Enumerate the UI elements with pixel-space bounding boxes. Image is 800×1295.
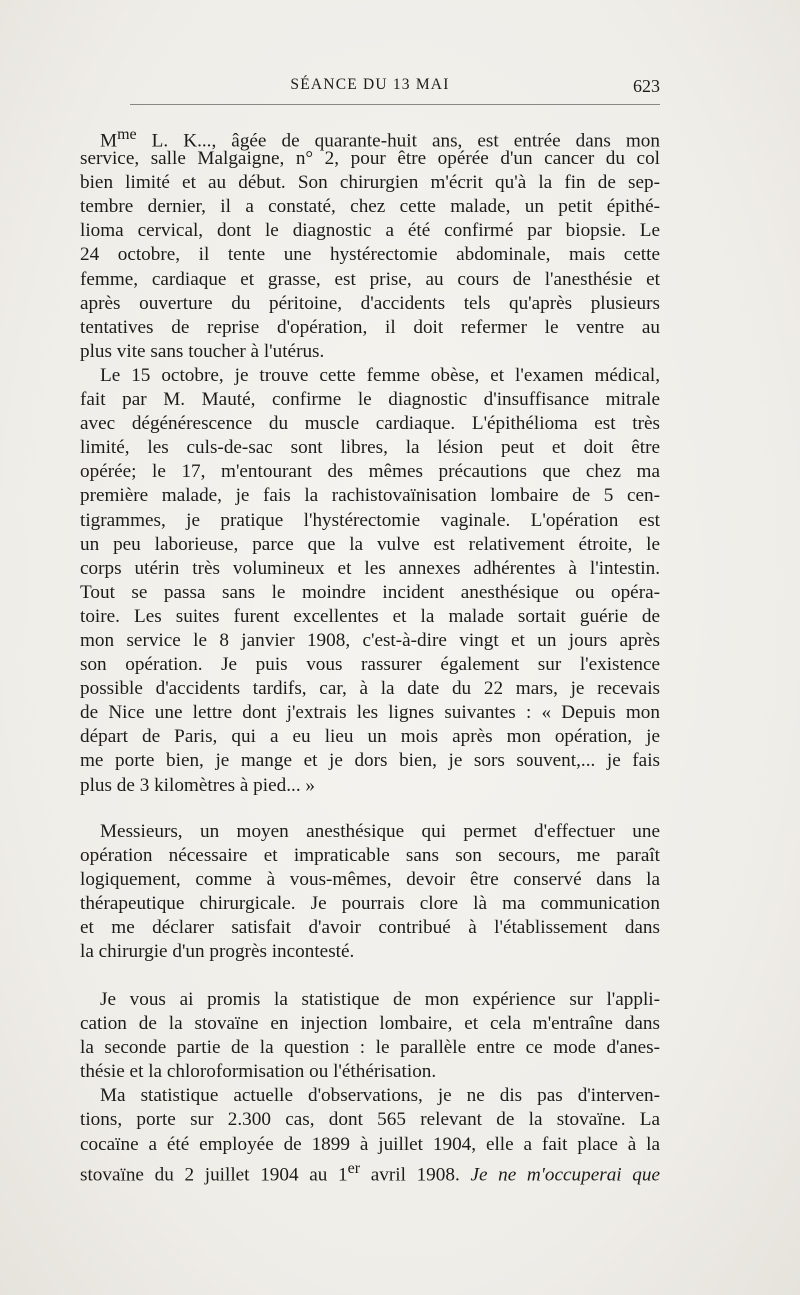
text-line: départ de Paris, qui a eu lieu un mois après mon opération, je xyxy=(80,726,660,748)
text-line: stovaïne du 2 juillet 1904 au 1er avril 1908. Je ne m'occuperai que xyxy=(80,1159,660,1186)
text-line: opérée; le 17, m'entourant des mêmes précautions que chez ma xyxy=(80,461,660,483)
text-line: son opération. Je puis vous rassurer également sur l'existence xyxy=(80,654,660,676)
text-line: la chirurgie d'un progrès incontesté. xyxy=(80,941,355,963)
text-line: Le 15 octobre, je trouve cette femme obèse, et l'examen médical, xyxy=(100,364,660,386)
text-line: la seconde partie de la question : le parallèle entre ce mode d'anes- xyxy=(80,1037,660,1059)
text-line: limité, les culs-de-sac sont libres, la lésion peut et doit être xyxy=(80,437,660,459)
text-line: corps utérin très volumineux et les annexes adhérentes à l'intestin. xyxy=(80,557,660,579)
text-line: fait par M. Mauté, confirme le diagnostic d'insuffisance mitrale xyxy=(80,389,660,411)
text-line: thésie et la chloroformisation ou l'éthérisation. xyxy=(80,1061,437,1083)
text-line: Messieurs, un moyen anesthésique qui permet d'effectuer une xyxy=(100,821,660,842)
text-line: un peu laborieuse, parce que la vulve est relativement étroite, le xyxy=(80,533,660,555)
text-line: bien limité et au début. Son chirurgien m'écrit qu'à la fin de sep- xyxy=(80,172,660,194)
text-line: après ouverture du péritoine, d'accidents tels qu'après plusieurs xyxy=(80,292,660,314)
text-line: opération nécessaire et impraticable sans son secours, me paraît xyxy=(80,845,660,867)
running-head: SÉANCE DU 13 MAI xyxy=(290,76,450,93)
text-line: me porte bien, je mange et je dors bien, je sors souvent,... je fais xyxy=(80,750,660,772)
text-line: tions, porte sur 2.300 cas, dont 565 relevant de la stovaïne. La xyxy=(80,1109,660,1131)
header-rule xyxy=(130,104,660,105)
text-line: possible d'accidents tardifs, car, à la date du 22 mars, je recevais xyxy=(80,678,660,700)
text-line: thérapeutique chirurgicale. Je pourrais clore là ma communication xyxy=(80,893,660,915)
page-number: 623 xyxy=(633,76,660,96)
text-line: Tout se passa sans le moindre incident anesthésique ou opéra- xyxy=(80,581,660,603)
text-line: tembre dernier, il a constaté, chez cette malade, un petit épithé- xyxy=(80,196,660,218)
text-line: Ma statistique actuelle d'observations, je ne dis pas d'interven- xyxy=(100,1085,660,1107)
case-report-block xyxy=(80,123,660,798)
text-line: plus vite sans toucher à l'utérus. xyxy=(80,340,325,362)
text-line: tentatives de reprise d'opération, il doit refermer le ventre au xyxy=(80,316,660,338)
text-line: toire. Les suites furent excellentes et la malade sortait guérie de xyxy=(80,605,660,627)
text-line: $M^{me}$ L. K..., âgée de quarante-huit ans, est entrée dans mon xyxy=(100,126,660,152)
text-line: cation de la stovaïne en injection lombaire, et cela m'entraîne dans xyxy=(80,1013,660,1035)
text-line: première malade, je fais la rachistovaïnisation lombaire de 5 cen- xyxy=(80,485,660,507)
text-line: avec dégénérescence du muscle cardiaque. L'épithélioma est très xyxy=(80,413,660,435)
text-line: et me déclarer satisfait d'avoir contribué à l'établissement dans xyxy=(80,917,660,939)
page-header xyxy=(80,76,660,100)
text-line: logiquement, comme à vous-mêmes, devoir être conservé dans la xyxy=(80,869,660,891)
text-line: cocaïne a été employée de 1899 à juillet 1904, elle a fait place à la xyxy=(80,1133,660,1155)
statistics-block xyxy=(80,988,660,1186)
text-line: lioma cervical, dont le diagnostic a été confirmé par biopsie. Le xyxy=(80,220,660,242)
text-line: service, salle Malgaigne, n° 2, pour être opérée d'un cancer du col xyxy=(80,148,660,170)
text-line: mon service le 8 janvier 1908, c'est-à-dire vingt et un jours après xyxy=(80,629,660,651)
conclusion-block xyxy=(80,820,660,965)
text-line: femme, cardiaque et grasse, est prise, au cours de l'anesthésie et xyxy=(80,268,660,290)
text-line: Je vous ai promis la statistique de mon expérience sur l'appli- xyxy=(100,989,660,1010)
text-line: 24 octobre, il tente une hystérectomie abdominale, mais cette xyxy=(80,244,660,266)
text-line: plus de 3 kilomètres à pied... » xyxy=(80,774,316,796)
text-line: tigrammes, je pratique l'hystérectomie vaginale. L'opération est xyxy=(80,509,660,531)
text-line: de Nice une lettre dont j'extrais les lignes suivantes : « Depuis mon xyxy=(80,702,660,724)
